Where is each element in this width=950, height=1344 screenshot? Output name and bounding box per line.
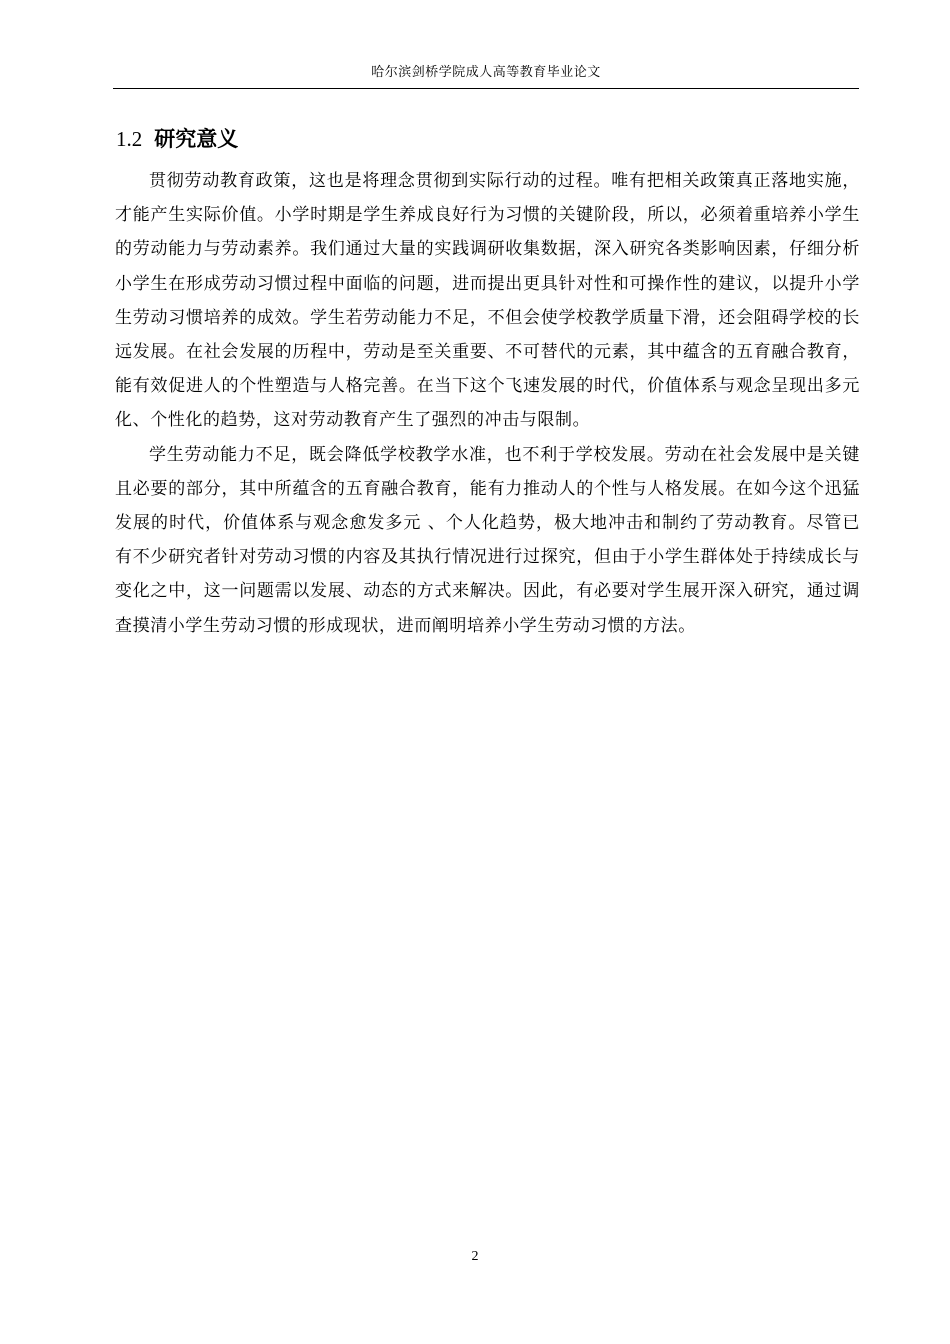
- body-paragraph: 学生劳动能力不足，既会降低学校教学水准，也不利于学校发展。劳动在社会发展中是关键且必要的部分，其中所蕴含的五育融合教育，能有力推动人的个性与人格发展。在如今这个迅猛发展的时代，价值体系与观念愈发多元 、个人化趋势，极大地冲击和制约了劳动教育。尽管已有不少研究者针对劳动习惯的内容及其执行情况进行过探究，但由于小学生群体处于持续成长与变化之中，这一问题需以发展、动态的方式来解决。因此，有必要对学生展开深入研究，通过调查摸清小学生劳动习惯的形成现状，进而阐明培养小学生劳动习惯的方法。: [115, 444, 860, 636]
- section-heading: [116, 124, 238, 154]
- section-title: 研究意义: [154, 127, 239, 151]
- section-number: 1.2: [116, 127, 143, 151]
- body-paragraph: 贯彻劳动教育政策，这也是将理念贯彻到实际行动的过程。唯有把相关政策真正落地实施，才能产生实际价值。小学时期是学生养成良好行为习惯的关键阶段，所以，必须着重培养小学生的劳动能力与劳动素养。我们通过大量的实践调研收集数据，深入研究各类影响因素，仔细分析小学生在形成劳动习惯过程中面临的问题，进而提出更具针对性和可操作性的建议，以提升小学生劳动习惯培养的成效。学生若劳动能力不足，不但会使学校教学质量下滑，还会阻碍学校的长远发展。在社会发展的历程中，劳动是至关重要、不可替代的元素，其中蕴含的五育融合教育，能有效促进人的个性塑造与人格完善。在当下这个飞速发展的时代，价值体系与观念呈现出多元化、个性化的趋势，这对劳动教育产生了强烈的冲击与限制。: [115, 171, 860, 431]
- header-divider: [113, 88, 859, 89]
- body-text: [115, 164, 860, 643]
- running-header: 哈尔滨剑桥学院成人高等教育毕业论文: [371, 65, 601, 80]
- page-number: 2: [471, 1249, 479, 1264]
